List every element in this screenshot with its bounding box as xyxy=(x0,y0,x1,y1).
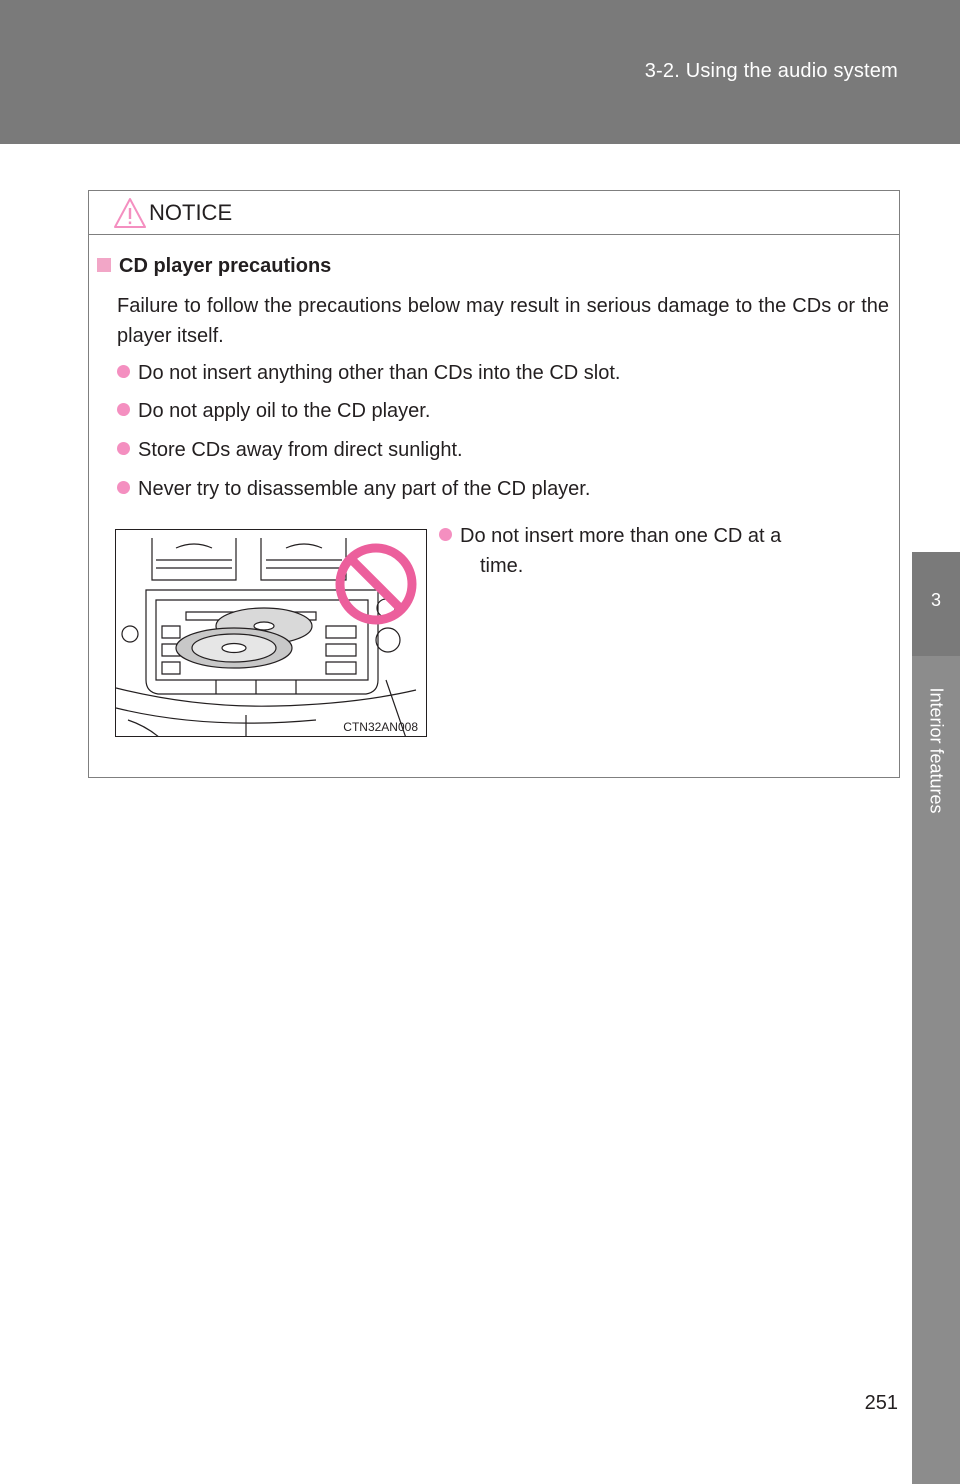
bullet-dot-icon xyxy=(117,481,130,494)
section-title: 3-2. Using the audio system xyxy=(644,60,898,82)
bullet-item: Never try to disassemble any part of the CD player. xyxy=(117,475,590,503)
side-bullet-item: Do not insert more than one CD at a time. xyxy=(439,521,883,581)
bullet-item: Store CDs away from direct sunlight. xyxy=(117,436,463,464)
notice-header xyxy=(89,191,899,235)
cd-slot-illustration xyxy=(115,529,427,737)
bullet-dot-icon xyxy=(117,365,130,378)
bullet-dot-icon xyxy=(117,403,130,416)
notice-title: NOTICE xyxy=(149,200,233,225)
notice-box xyxy=(88,190,900,778)
notice-intro: Failure to follow the precautions below may result in serious damage to the CDs or the player itself. xyxy=(117,295,889,347)
chapter-tab xyxy=(912,552,960,656)
chapter-label: Interior features xyxy=(926,687,947,814)
cd-player-drawing xyxy=(116,530,427,737)
chapter-number: 3 xyxy=(930,590,941,610)
bullet-dot-icon xyxy=(439,528,452,541)
square-bullet-icon xyxy=(97,258,111,272)
section-heading: CD player precautions xyxy=(97,255,331,278)
illustration-code: CTN32AN008 xyxy=(343,720,418,734)
page-header xyxy=(0,0,960,144)
bullet-dot-icon xyxy=(117,442,130,455)
bullet-item: Do not apply oil to the CD player. xyxy=(117,397,430,425)
warning-icon xyxy=(113,197,147,229)
page-number: 251 xyxy=(864,1392,898,1414)
bullet-item: Do not insert anything other than CDs into the CD slot. xyxy=(117,359,620,387)
